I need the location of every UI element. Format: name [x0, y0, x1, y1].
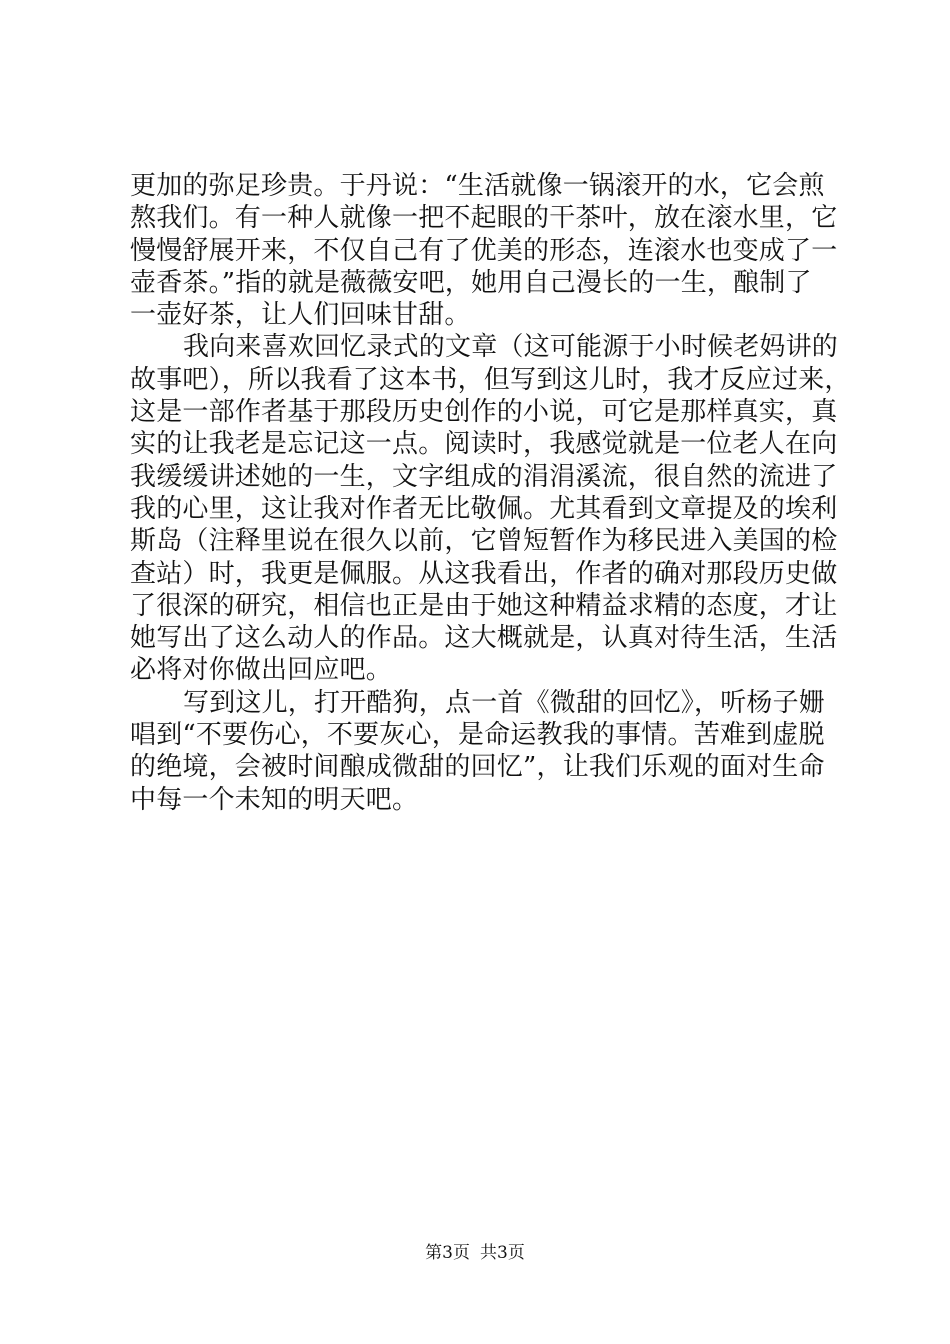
- text-line: 斯岛（注释里说在很久以前，它曾短暂作为移民进入美国的检: [130, 526, 838, 557]
- text-line: 熬我们。有一种人就像一把不起眼的干茶叶，放在滚水里，它: [130, 203, 838, 234]
- text-line: 中每一个未知的明天吧。: [130, 784, 419, 815]
- page-total: 共3页: [480, 1243, 525, 1263]
- text-line: 的绝境，会被时间酿成微甜的回忆”，让我们乐观的面对生命: [130, 752, 825, 783]
- paragraph-2: [130, 331, 851, 686]
- text-line: 我的心里，这让我对作者无比敬佩。尤其看到文章提及的埃利: [130, 493, 838, 524]
- paragraph-1: [130, 170, 838, 331]
- text-line: 这是一部作者基于那段历史创作的小说，可它是那样真实，真: [130, 397, 838, 428]
- text-line: 慢慢舒展开来，不仅自己有了优美的形态，连滚水也变成了一: [130, 235, 838, 266]
- text-line: 了很深的研究，相信也正是由于她这种精益求精的态度，才让: [130, 590, 838, 621]
- page-footer: [0, 1242, 950, 1264]
- text-line: 一壶好茶，让人们回味甘甜。: [130, 300, 471, 331]
- page-number: 第3页: [425, 1243, 470, 1263]
- text-line: 我向来喜欢回忆录式的文章（这可能源于小时候老妈讲的: [183, 332, 839, 363]
- text-line: 她写出了这么动人的作品。这大概就是，认真对待生活，生活: [130, 623, 838, 654]
- text-line: 查站）时，我更是佩服。从这我看出，作者的确对那段历史做: [130, 558, 838, 589]
- paragraph-3: [130, 687, 830, 816]
- text-line: 我缓缓讲述她的一生，文字组成的涓涓溪流，很自然的流进了: [130, 461, 838, 492]
- text-line: 更加的弥足珍贵。于丹说：“生活就像一锅滚开的水，它会煎: [130, 171, 825, 201]
- text-line: 壶香茶。”指的就是薇薇安吧，她用自己漫长的一生，酿制了: [130, 267, 812, 298]
- text-line: 唱到“不要伤心，不要灰心，是命运教我的事情。苦难到虚脱: [130, 720, 825, 751]
- text-line: 实的让我老是忘记这一点。阅读时，我感觉就是一位老人在向: [130, 429, 838, 460]
- text-line: 必将对你做出回应吧。: [130, 655, 393, 686]
- text-line: 故事吧），所以我看了这本书，但写到这儿时，我才反应过来，: [130, 364, 851, 395]
- body-text: [130, 170, 851, 816]
- text-line: 写到这儿，打开酷狗，点一首《微甜的回忆》，听杨子姗: [183, 687, 826, 718]
